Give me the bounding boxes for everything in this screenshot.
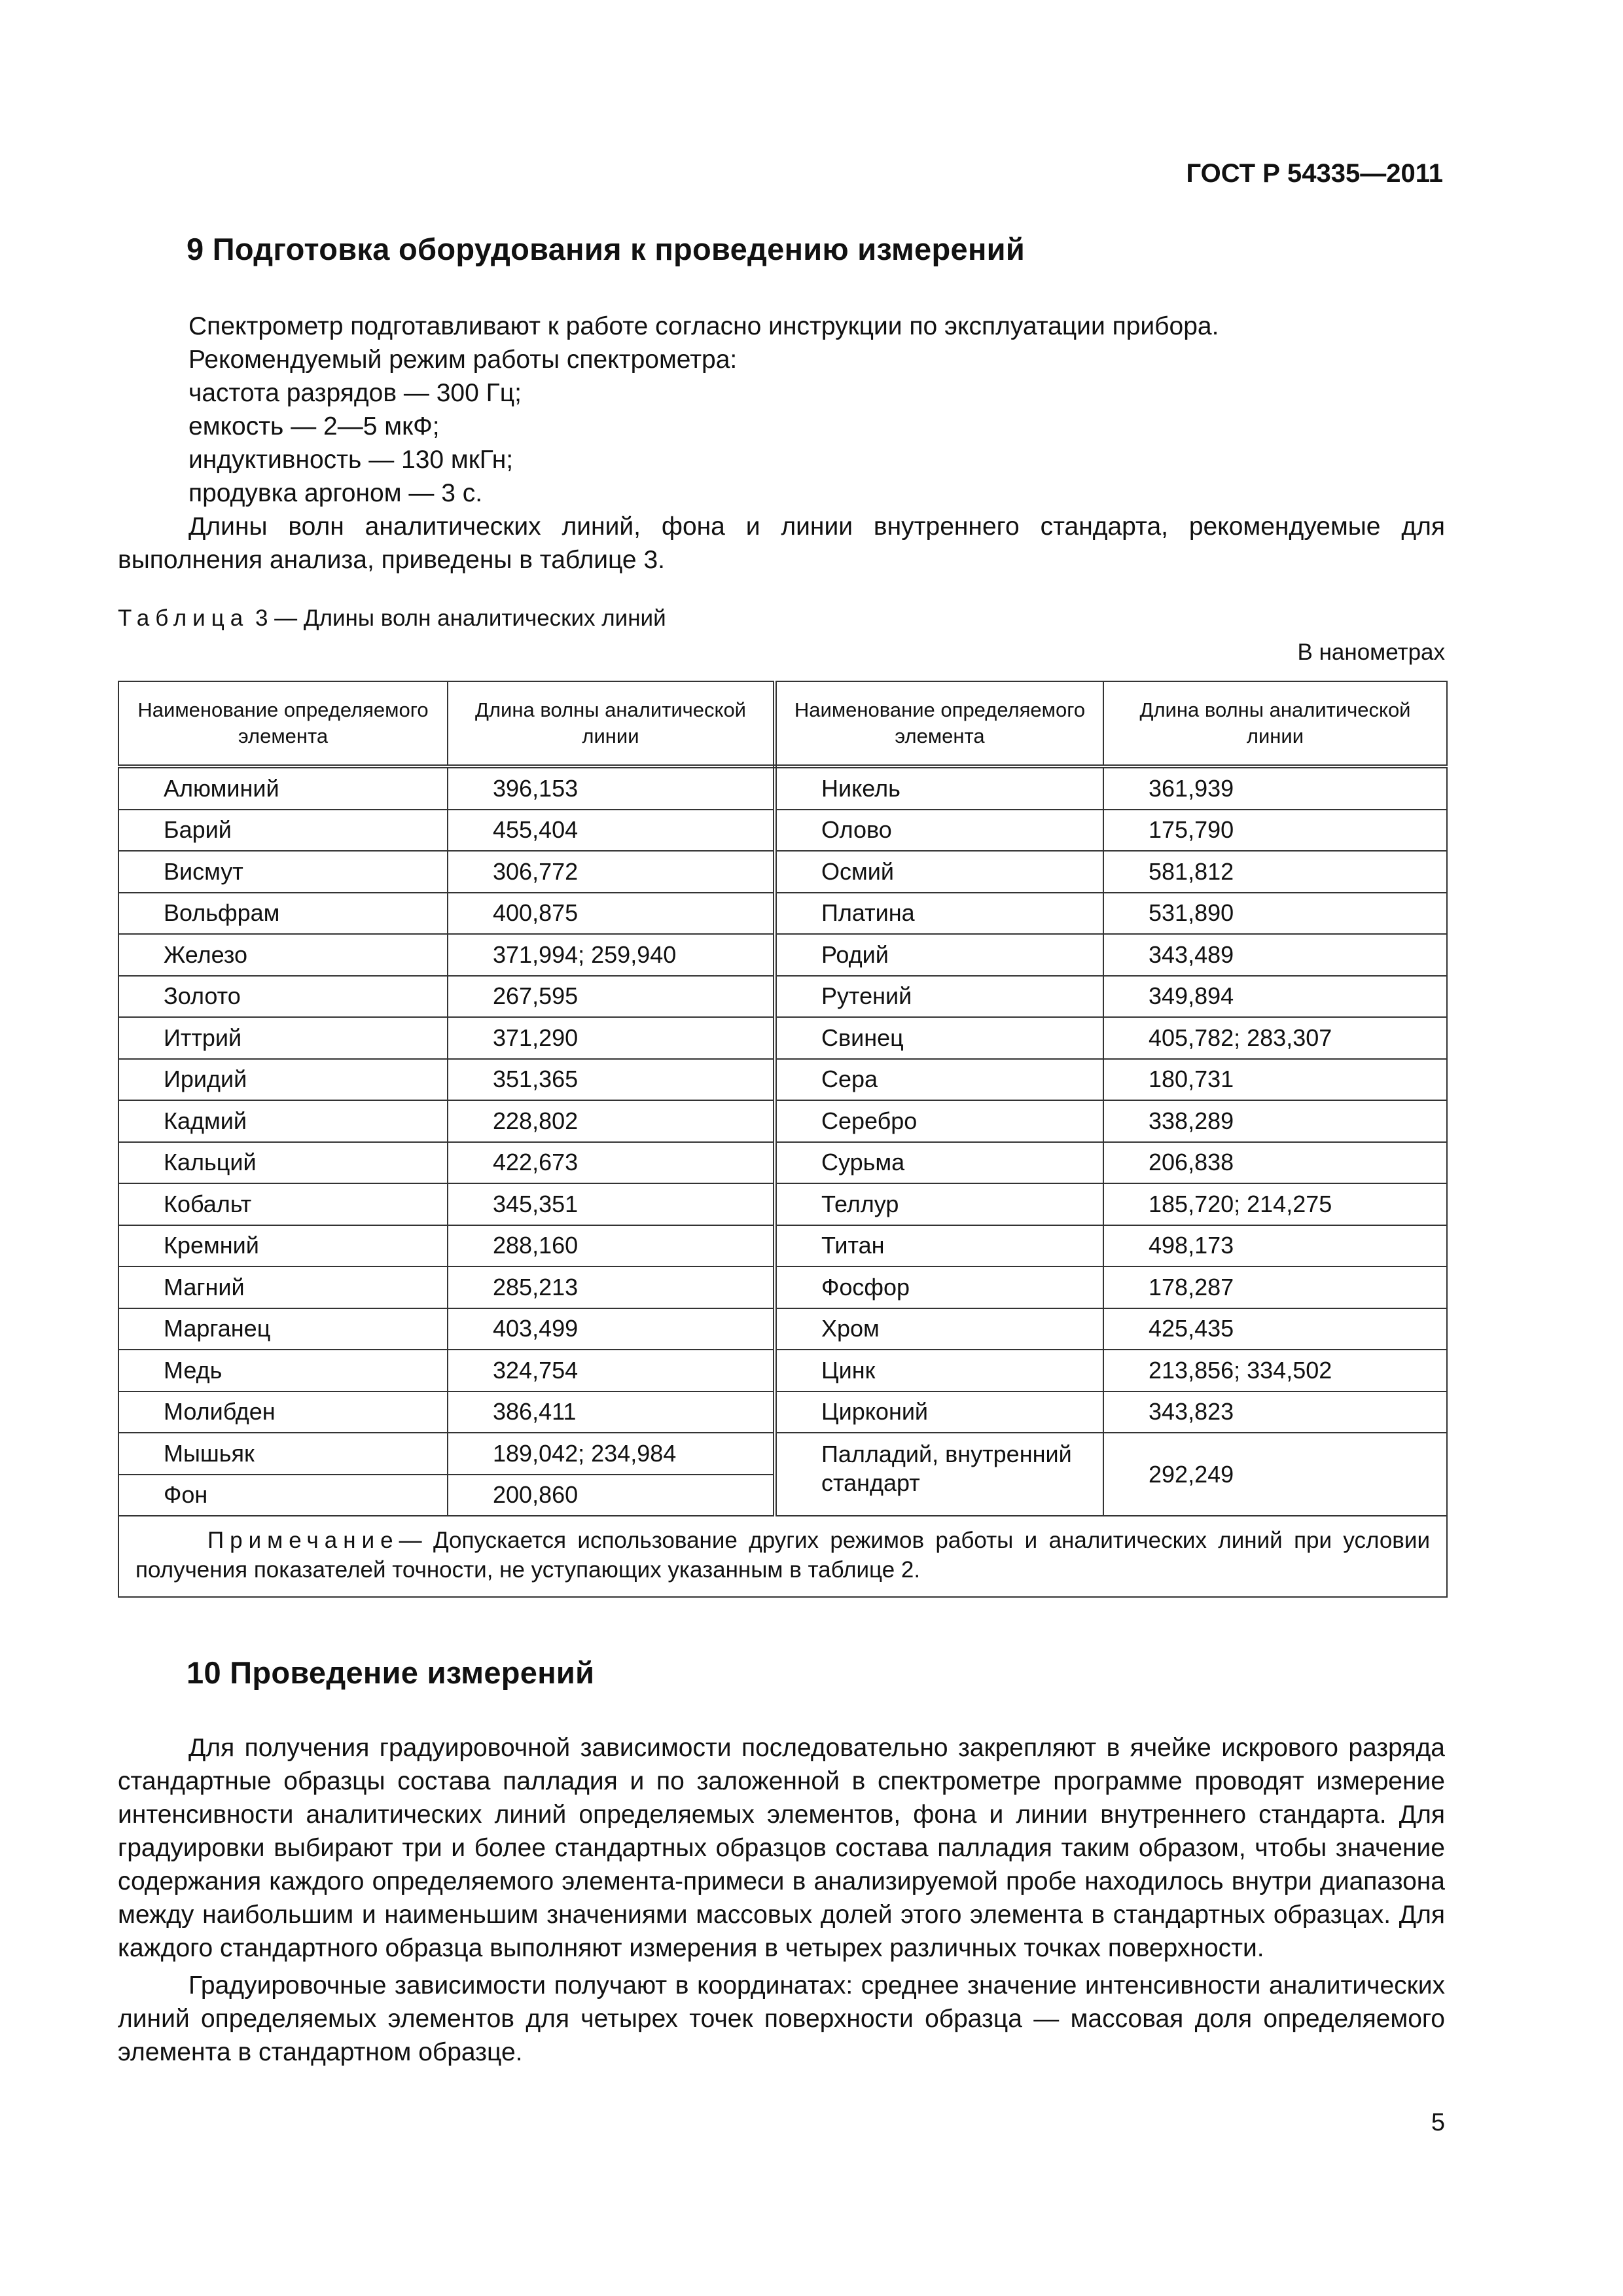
element-name: Родий	[775, 934, 1103, 976]
table-caption	[118, 605, 666, 632]
wavelength-table	[118, 681, 1448, 1598]
table-row	[118, 1391, 1447, 1433]
table-row	[118, 766, 1447, 810]
element-name: Осмий	[775, 851, 1103, 893]
table-caption-title: 3 — Длины волн аналитических линий	[255, 605, 666, 631]
table-row	[118, 1350, 1447, 1391]
table-row	[118, 1059, 1447, 1101]
wavelength-value: 324,754	[448, 1350, 775, 1391]
table-body	[118, 766, 1447, 1433]
section-10-body	[118, 1731, 1445, 2069]
column-header-wavelength: Длина волны аналитической линии	[448, 681, 775, 766]
wavelength-value: 175,790	[1103, 810, 1447, 852]
element-name: Иттрий	[118, 1017, 448, 1059]
column-header-wavelength: Длина волны аналитической линии	[1103, 681, 1447, 766]
column-header-element: Наименование определяемого элемента	[118, 681, 448, 766]
table-row	[118, 1225, 1447, 1267]
wavelength-value: 351,365	[448, 1059, 775, 1101]
element-name: Кобальт	[118, 1183, 448, 1225]
table-row	[118, 1100, 1447, 1142]
element-name: Серебро	[775, 1100, 1103, 1142]
wavelength-value: 180,731	[1103, 1059, 1447, 1101]
element-name: Сурьма	[775, 1142, 1103, 1184]
section-9-line: частота разрядов — 300 Гц;	[188, 379, 522, 407]
section-10-paragraph: Градуировочные зависимости получают в координатах: среднее значение интенсивности аналитических линий определяемых элементов для четырех точек поверхности образца — массовая доля определяемого элемента в стандартном образце.	[118, 1971, 1445, 2066]
element-name: Платина	[775, 893, 1103, 935]
element-name: Никель	[775, 766, 1103, 810]
element-name: Кальций	[118, 1142, 448, 1184]
table-row	[118, 976, 1447, 1018]
wavelength-value: 400,875	[448, 893, 775, 935]
wavelength-value: 343,823	[1103, 1391, 1447, 1433]
element-name: Магний	[118, 1266, 448, 1308]
table-row	[118, 1017, 1447, 1059]
section-10-heading: 10 Проведение измерений	[187, 1655, 595, 1690]
table-row	[118, 893, 1447, 935]
element-name: Иридий	[118, 1059, 448, 1101]
element-name: Вольфрам	[118, 893, 448, 935]
table-row	[118, 810, 1447, 852]
element-name: Свинец	[775, 1017, 1103, 1059]
table-row	[118, 1183, 1447, 1225]
element-name: Фон	[118, 1475, 448, 1516]
table-row	[118, 1433, 1447, 1475]
section-9-line: емкость — 2—5 мкФ;	[188, 412, 440, 440]
element-name: Алюминий	[118, 766, 448, 810]
wavelength-value: 178,287	[1103, 1266, 1447, 1308]
section-9-heading: 9 Подготовка оборудования к проведению измерений	[187, 232, 1026, 266]
table-tail	[118, 1433, 1447, 1597]
wavelength-value: 531,890	[1103, 893, 1447, 935]
table-row	[118, 1266, 1447, 1308]
table-caption-word: Таблица	[118, 605, 249, 631]
note-text: — Допускается использование других режимов работы и аналитических линий при условии получения показателей точности, не уступающих указанным в таблице 2.	[135, 1528, 1430, 1583]
standard-code: ГОСТ Р 54335—2011	[1186, 159, 1443, 188]
element-name: Цирконий	[775, 1391, 1103, 1433]
wavelength-value: 288,160	[448, 1225, 775, 1267]
page-number: 5	[1431, 2109, 1445, 2136]
element-name: Рутений	[775, 976, 1103, 1018]
wavelength-value: 425,435	[1103, 1308, 1447, 1350]
element-name-merged: Палладий, внутренний стандарт	[775, 1433, 1103, 1516]
table-header-row	[118, 681, 1447, 766]
wavelength-value: 581,812	[1103, 851, 1447, 893]
note-label: Примечание	[207, 1528, 399, 1553]
section-9-paragraph: Длины волн аналитических линий, фона и линии внутреннего стандарта, рекомендуемые для выполнения анализа, приведены в таблице 3.	[118, 512, 1445, 574]
table-units: В нанометрах	[1297, 639, 1445, 665]
section-10-paragraph: Для получения градуировочной зависимости последовательно закрепляют в ячейке искрового разряда стандартные образцы состава палладия и по заложенной в спектрометре программе проводят измерение интенсивности аналитических линий определяемых элементов, фона и линии внутреннего стандарта. Для градуировки выбирают три и более стандартных образцов состава палладия таким образом, чтобы значение содержания каждого определяемого элемента-примеси в анализируемой пробе находилось внутри диапазона между наибольшим и наименьшим значениями массовых долей этого элемента в стандартных образцах. Для каждого стандартного образца выполняют измерения в четырех различных точках поверхности.	[118, 1734, 1445, 1962]
table-note	[118, 1516, 1447, 1597]
element-name: Барий	[118, 810, 448, 852]
element-name: Мышьяк	[118, 1433, 448, 1475]
wavelength-value: 206,838	[1103, 1142, 1447, 1184]
element-name: Медь	[118, 1350, 448, 1391]
wavelength-value: 267,595	[448, 976, 775, 1018]
element-name: Титан	[775, 1225, 1103, 1267]
section-9-body	[118, 310, 1445, 577]
wavelength-value: 285,213	[448, 1266, 775, 1308]
element-name: Цинк	[775, 1350, 1103, 1391]
wavelength-value: 403,499	[448, 1308, 775, 1350]
wavelength-value: 386,411	[448, 1391, 775, 1433]
column-header-element: Наименование определяемого элемента	[775, 681, 1103, 766]
wavelength-value: 371,290	[448, 1017, 775, 1059]
element-name: Фосфор	[775, 1266, 1103, 1308]
element-name: Хром	[775, 1308, 1103, 1350]
table-row	[118, 934, 1447, 976]
element-name: Золото	[118, 976, 448, 1018]
element-name: Железо	[118, 934, 448, 976]
element-name: Марганец	[118, 1308, 448, 1350]
element-name: Кремний	[118, 1225, 448, 1267]
element-name: Кадмий	[118, 1100, 448, 1142]
wavelength-value: 189,042; 234,984	[448, 1433, 775, 1475]
element-name: Висмут	[118, 851, 448, 893]
wavelength-value: 422,673	[448, 1142, 775, 1184]
wavelength-value: 343,489	[1103, 934, 1447, 976]
wavelength-value: 338,289	[1103, 1100, 1447, 1142]
element-name: Молибден	[118, 1391, 448, 1433]
wavelength-value: 345,351	[448, 1183, 775, 1225]
section-9-line: продувка аргоном — 3 с.	[188, 479, 483, 507]
table-row	[118, 851, 1447, 893]
wavelength-value-merged: 292,249	[1103, 1433, 1447, 1516]
wavelength-value: 371,994; 259,940	[448, 934, 775, 976]
element-name: Сера	[775, 1059, 1103, 1101]
wavelength-value: 361,939	[1103, 766, 1447, 810]
element-name: Олово	[775, 810, 1103, 852]
table-row	[118, 1142, 1447, 1184]
element-name: Теллур	[775, 1183, 1103, 1225]
section-9-line: Спектрометр подготавливают к работе согласно инструкции по эксплуатации прибора.	[188, 312, 1219, 340]
wavelength-value: 498,173	[1103, 1225, 1447, 1267]
section-9-line: индуктивность — 130 мкГн;	[188, 446, 514, 474]
wavelength-value: 185,720; 214,275	[1103, 1183, 1447, 1225]
table-row	[118, 1308, 1447, 1350]
wavelength-value: 405,782; 283,307	[1103, 1017, 1447, 1059]
wavelength-value: 306,772	[448, 851, 775, 893]
wavelength-value: 349,894	[1103, 976, 1447, 1018]
wavelength-value: 396,153	[448, 766, 775, 810]
wavelength-value: 200,860	[448, 1475, 775, 1516]
wavelength-value: 228,802	[448, 1100, 775, 1142]
table-note-row	[118, 1516, 1447, 1597]
wavelength-value: 455,404	[448, 810, 775, 852]
section-9-line: Рекомендуемый режим работы спектрометра:	[188, 346, 738, 374]
wavelength-value: 213,856; 334,502	[1103, 1350, 1447, 1391]
